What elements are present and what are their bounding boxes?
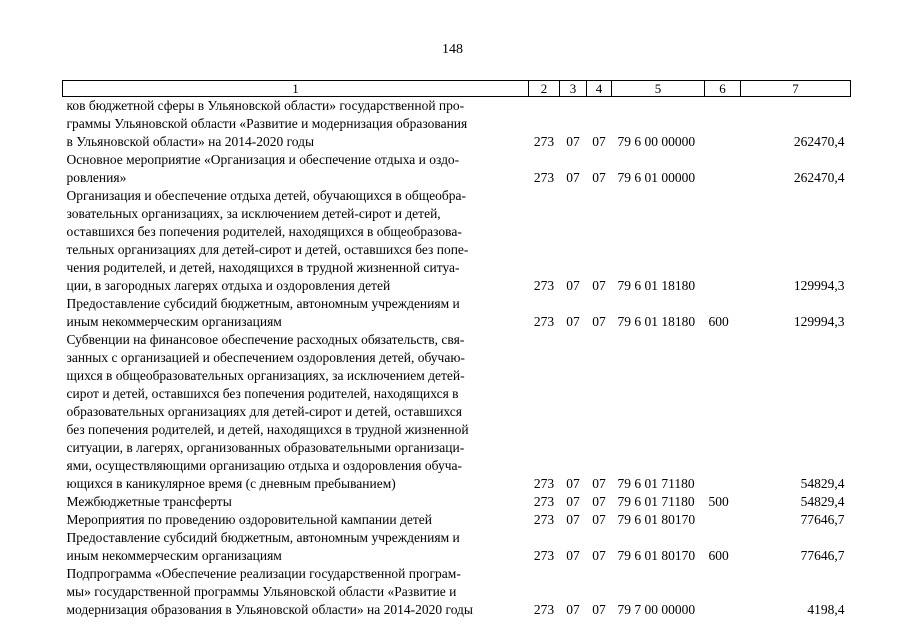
section-code: 07 xyxy=(566,494,580,509)
row-name-line: ями, осуществляющими организацию отдыха и оздоровления обуча- xyxy=(66,458,463,473)
ministry-code: 273 xyxy=(533,476,555,491)
section-code: 07 xyxy=(566,134,580,149)
expense-type xyxy=(705,151,741,187)
amount: 54829,4 xyxy=(800,494,845,509)
subsection-code: 07 xyxy=(592,314,606,329)
section-code: 07 xyxy=(566,548,580,563)
section-code: 07 xyxy=(566,314,580,329)
row-name-line: Подпрограмма «Обеспечение реализации государственной програм- xyxy=(66,566,461,581)
row-name xyxy=(63,511,529,529)
subsection-code: 07 xyxy=(592,548,606,563)
ministry-code: 273 xyxy=(533,602,555,617)
target-article: 79 6 01 18180 xyxy=(617,278,696,293)
row-name-line: граммы Ульяновской области «Развитие и модернизация образования xyxy=(66,116,468,131)
expense-type xyxy=(705,331,741,493)
header-col-5: 5 xyxy=(612,81,705,97)
ministry-code: 273 xyxy=(533,314,555,329)
amount: 262470,4 xyxy=(793,170,845,185)
row-name-line: Межбюджетные трансферты xyxy=(66,494,232,509)
row-name-line: Субвенции на финансовое обеспечение расходных обязательств, свя- xyxy=(66,332,465,347)
target-article: 79 6 01 71180 xyxy=(617,494,695,509)
table-row xyxy=(63,97,851,152)
header-col-3: 3 xyxy=(560,81,587,97)
header-col-6: 6 xyxy=(705,81,741,97)
row-name xyxy=(63,565,529,619)
amount: 129994,3 xyxy=(793,314,845,329)
row-name xyxy=(63,529,529,565)
row-name-line: модернизация образования в Ульяновской области» на 2014-2020 годы xyxy=(66,602,473,617)
amount: 129994,3 xyxy=(793,278,845,293)
amount: 77646,7 xyxy=(800,512,845,527)
table-row xyxy=(63,565,851,619)
subsection-code: 07 xyxy=(592,278,606,293)
row-name-line: образовательных организациях для детей-сирот и детей, оставшихся xyxy=(66,404,462,419)
row-name-line: щихся в общеобразовательных организациях, за исключением детей- xyxy=(66,368,465,383)
target-article: 79 6 01 80170 xyxy=(617,512,696,527)
subsection-code: 07 xyxy=(592,494,606,509)
amount: 54829,4 xyxy=(800,476,845,491)
row-name xyxy=(63,151,529,187)
amount: 262470,4 xyxy=(793,134,845,149)
row-name-line: ситуации, в лагерях, организованных образовательными организаци- xyxy=(66,440,465,455)
amount: 77646,7 xyxy=(800,548,845,563)
section-code: 07 xyxy=(566,278,580,293)
expense-type xyxy=(705,187,741,295)
table-row xyxy=(63,529,851,565)
row-name-line: сирот и детей, оставшихся без попечения родителей, находящихся в xyxy=(66,386,459,401)
row-name-line: Организация и обеспечение отдыха детей, обучающихся в общеобра- xyxy=(66,188,466,203)
amount: 4198,4 xyxy=(807,602,845,617)
row-name-line: ков бюджетной сферы в Ульяновской области» государственной про- xyxy=(66,98,465,113)
ministry-code: 273 xyxy=(533,548,555,563)
section-code: 07 xyxy=(566,476,580,491)
target-article: 79 6 01 00000 xyxy=(617,170,696,185)
row-name-line: без попечения родителей, и детей, находящихся в трудной жизненной xyxy=(66,422,469,437)
row-name-line: Основное мероприятие «Организация и обеспечение отдыха и оздо- xyxy=(66,152,460,167)
subsection-code: 07 xyxy=(592,134,606,149)
target-article: 79 6 01 71180 xyxy=(617,476,695,491)
row-name-line: ющихся в каникулярное время (с дневным пребыванием) xyxy=(66,476,396,491)
table-row xyxy=(63,511,851,529)
target-article: 79 7 00 00000 xyxy=(617,602,696,617)
header-col-1: 1 xyxy=(63,81,529,97)
target-article: 79 6 01 80170 xyxy=(617,548,696,563)
target-article: 79 6 01 18180 xyxy=(617,314,696,329)
target-article: 79 6 00 00000 xyxy=(617,134,696,149)
row-name xyxy=(63,331,529,493)
subsection-code: 07 xyxy=(592,602,606,617)
row-name xyxy=(63,295,529,331)
budget-table xyxy=(62,80,851,619)
table-row xyxy=(63,331,851,493)
row-name-line: занных с организацией и обеспечением оздоровления детей, обучаю- xyxy=(66,350,465,365)
row-name xyxy=(63,97,529,152)
row-name xyxy=(63,493,529,511)
table-body xyxy=(63,97,851,620)
table-row xyxy=(63,295,851,331)
header-col-7: 7 xyxy=(741,81,851,97)
ministry-code: 273 xyxy=(533,512,555,527)
page-number: 148 xyxy=(442,42,463,57)
ministry-code: 273 xyxy=(533,278,555,293)
row-name-line: тельных организациях для детей-сирот и детей, оставшихся без попе- xyxy=(66,242,469,257)
row-name-line: ции, в загородных лагерях отдыха и оздоровления детей xyxy=(66,278,391,293)
section-code: 07 xyxy=(566,512,580,527)
expense-type xyxy=(705,97,741,152)
subsection-code: 07 xyxy=(592,512,606,527)
expense-type: 500 xyxy=(708,494,729,509)
row-name-line: чения родителей, и детей, находящихся в трудной жизненной ситуа- xyxy=(66,260,460,275)
row-name-line: в Ульяновской области» на 2014-2020 годы xyxy=(66,134,315,149)
expense-type xyxy=(705,565,741,619)
row-name-line: иным некоммерческим организациям xyxy=(66,548,282,563)
expense-type xyxy=(705,511,741,529)
row-name-line: мы» государственной программы Ульяновской области «Развитие и xyxy=(66,584,457,599)
table-row xyxy=(63,151,851,187)
row-name xyxy=(63,187,529,295)
header-col-4: 4 xyxy=(587,81,612,97)
ministry-code: 273 xyxy=(533,170,555,185)
row-name-line: Мероприятия по проведению оздоровительной кампании детей xyxy=(66,512,432,527)
subsection-code: 07 xyxy=(592,170,606,185)
table-row xyxy=(63,187,851,295)
expense-type: 600 xyxy=(708,314,729,329)
row-name-line: Предоставление субсидий бюджетным, автономным учреждениям и xyxy=(66,530,460,545)
header-col-2: 2 xyxy=(529,81,560,97)
ministry-code: 273 xyxy=(533,494,555,509)
table-row xyxy=(63,493,851,511)
section-code: 07 xyxy=(566,170,580,185)
expense-type: 600 xyxy=(708,548,729,563)
subsection-code: 07 xyxy=(592,476,606,491)
section-code: 07 xyxy=(566,602,580,617)
table-header xyxy=(63,81,851,97)
row-name-line: зовательных организациях, за исключением детей-сирот и детей, xyxy=(66,206,441,221)
ministry-code: 273 xyxy=(533,134,555,149)
row-name-line: Предоставление субсидий бюджетным, автономным учреждениям и xyxy=(66,296,460,311)
row-name-line: иным некоммерческим организациям xyxy=(66,314,282,329)
row-name-line: оставшихся без попечения родителей, находящихся в общеобразова- xyxy=(66,224,462,239)
row-name-line: ровления» xyxy=(66,170,127,185)
